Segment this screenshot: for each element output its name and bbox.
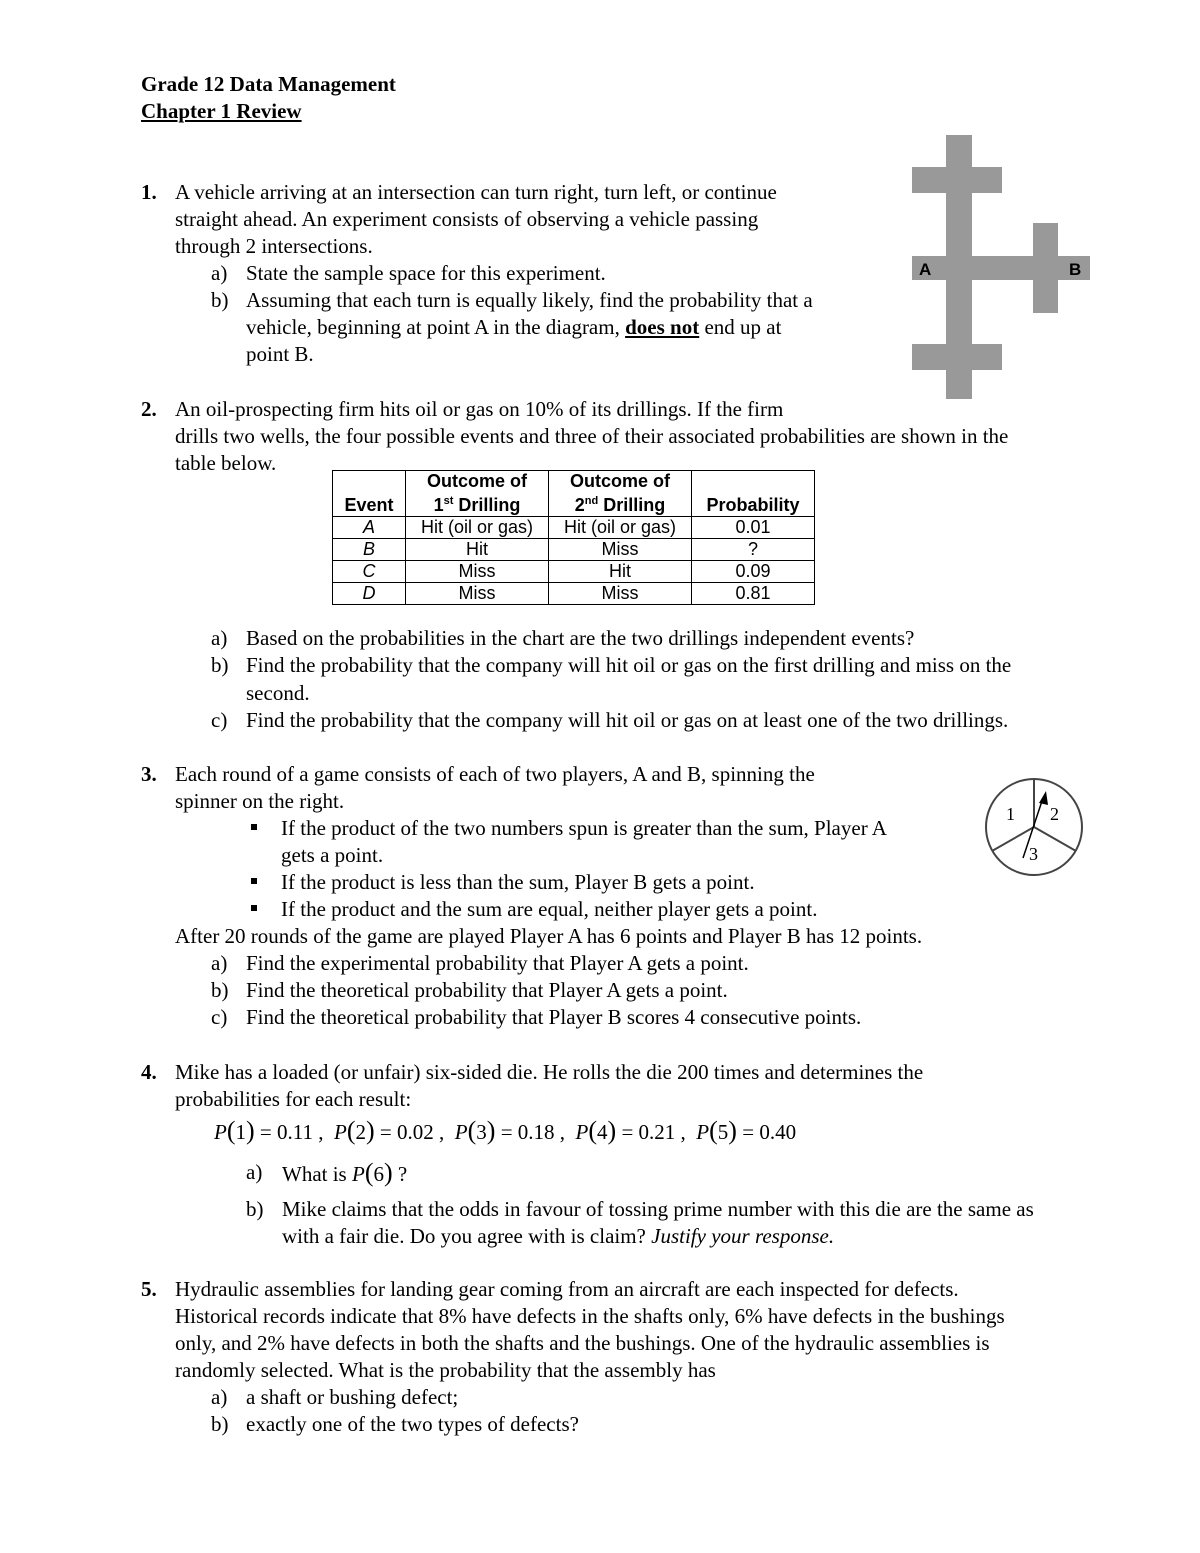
prob-value: 0.18 xyxy=(517,1120,555,1144)
bottom-cross-road xyxy=(912,344,1002,370)
header-text: Drilling xyxy=(598,495,666,515)
table-row xyxy=(333,517,815,539)
paren: ) xyxy=(246,1116,255,1145)
header-text: Outcome of xyxy=(569,471,670,491)
spinner-divider xyxy=(1034,827,1076,851)
prob-outcome: 6 xyxy=(373,1162,384,1186)
question-text-line: After 20 rounds of the game are played Player A has 6 points and Player B has 12 points. xyxy=(175,924,923,948)
prob-value: 0.21 xyxy=(638,1120,676,1144)
prob-value: 0.11 xyxy=(277,1120,313,1144)
prob-value: 0.40 xyxy=(759,1120,797,1144)
table-row xyxy=(333,539,815,561)
question-text-line: spinner on the right. xyxy=(175,789,345,813)
cell-first: Miss xyxy=(406,583,549,605)
part-b-text: Assuming that each turn is equally likely, find the probability that a xyxy=(246,288,813,312)
question-text-line: probabilities for each result: xyxy=(175,1087,412,1111)
part-label: b) xyxy=(211,978,229,1002)
paren: ( xyxy=(226,1116,236,1145)
table-header-row xyxy=(333,471,815,517)
part-label: b) xyxy=(211,1412,229,1436)
part-b-text-line2: second. xyxy=(246,681,310,705)
road-shapes xyxy=(912,135,1090,399)
table-row xyxy=(333,583,815,605)
cell-first: Hit xyxy=(406,539,549,561)
paren: ) xyxy=(607,1116,617,1145)
part-b-text: exactly one of the two types of defects? xyxy=(246,1412,579,1436)
point-a-label: A xyxy=(919,260,932,279)
part-b-text: Find the probability that the company will hit oil or gas on the first drilling and miss on the xyxy=(246,653,1012,677)
prob-outcome: 5 xyxy=(717,1120,729,1144)
spinner-divider xyxy=(992,827,1034,851)
question-text-line: A vehicle arriving at an intersection can turn right, turn left, or continue xyxy=(175,180,777,204)
drilling-probability-table xyxy=(332,470,815,605)
cell-probability: 0.81 xyxy=(692,583,815,605)
question-text-line: through 2 intersections. xyxy=(175,234,373,258)
intersection-diagram xyxy=(905,130,1100,405)
text-span: ? xyxy=(392,1162,408,1186)
prob-symbol: P xyxy=(575,1120,589,1144)
part-c-text: Find the theoretical probability that Player B scores 4 consecutive points. xyxy=(246,1005,862,1029)
header-probability: Probability xyxy=(692,471,815,517)
question-text-line: straight ahead. An experiment consists of observing a vehicle passing xyxy=(175,207,759,231)
text-span: with a fair die. Do you agree with is claim? xyxy=(282,1224,652,1248)
header-event: Event xyxy=(333,471,406,517)
spinner-section-3: 3 xyxy=(1029,844,1038,864)
cell-event: B xyxy=(333,539,406,561)
part-label: c) xyxy=(211,1005,228,1029)
spinner-arrow-head xyxy=(1039,791,1048,805)
worksheet-subtitle: Chapter 1 Review xyxy=(141,99,302,123)
cell-second: Hit xyxy=(549,561,692,583)
top-cross-road xyxy=(912,167,1002,193)
spinner-section-1: 1 xyxy=(1006,804,1015,824)
bullet-text: gets a point. xyxy=(281,843,384,867)
cell-second: Hit (oil or gas) xyxy=(549,517,692,539)
paren: ( xyxy=(346,1116,356,1145)
paren: ) xyxy=(728,1116,737,1145)
spinner-section-2: 2 xyxy=(1050,804,1059,824)
prob-symbol: P xyxy=(214,1120,227,1144)
bullet-text: If the product is less than the sum, Player B gets a point. xyxy=(281,870,755,894)
part-a-text xyxy=(282,1159,407,1188)
prob-outcome: 3 xyxy=(476,1120,487,1144)
question-number: 2. xyxy=(141,397,157,421)
header-sup: nd xyxy=(584,495,599,507)
cell-first: Hit (oil or gas) xyxy=(406,517,549,539)
middle-road xyxy=(912,256,1090,280)
question-text-line: table below. xyxy=(175,451,277,475)
part-label: a) xyxy=(211,626,228,650)
part-label: c) xyxy=(211,708,228,732)
prob-symbol: P xyxy=(351,1162,365,1186)
part-a-text: Find the experimental probability that Player A gets a point. xyxy=(246,951,749,975)
paren: ( xyxy=(709,1116,718,1145)
part-a-text: a shaft or bushing defect; xyxy=(246,1385,459,1409)
table-row xyxy=(333,561,815,583)
part-a-text: Based on the probabilities in the chart are the two drillings independent events? xyxy=(246,626,915,650)
bullet-marker xyxy=(251,824,257,830)
cell-probability: ? xyxy=(692,539,815,561)
prob-value: 0.02 xyxy=(397,1120,434,1144)
part-label: b) xyxy=(246,1197,264,1221)
question-number: 4. xyxy=(141,1060,157,1084)
part-b-text: Mike claims that the odds in favour of tossing prime number with this die are the same as xyxy=(282,1197,1034,1221)
paren: ( xyxy=(364,1158,374,1187)
part-label: a) xyxy=(211,1385,228,1409)
cell-probability: 0.01 xyxy=(692,517,815,539)
emphasis-does-not: does not xyxy=(625,315,700,339)
cell-event: C xyxy=(333,561,406,583)
part-b-text: Find the theoretical probability that Player A gets a point. xyxy=(246,978,728,1002)
question-number: 5. xyxy=(141,1277,157,1301)
paren: ) xyxy=(383,1158,393,1187)
header-text: 1 xyxy=(433,495,444,515)
prob-outcome: 2 xyxy=(355,1120,366,1144)
prob-symbol: P xyxy=(696,1120,710,1144)
bullet-marker xyxy=(251,905,257,911)
emphasis-justify: Justify your response. xyxy=(651,1224,835,1248)
point-b-label: B xyxy=(1069,260,1082,279)
cell-second: Miss xyxy=(549,583,692,605)
prob-symbol: P xyxy=(334,1120,347,1144)
header-sup: st xyxy=(443,495,454,507)
paren: ) xyxy=(366,1116,375,1145)
part-b-text-line2 xyxy=(246,314,781,341)
question-number: 1. xyxy=(141,180,157,204)
prob-outcome: 1 xyxy=(235,1120,246,1144)
header-text: Outcome of xyxy=(426,471,527,491)
header-first-drilling xyxy=(406,471,549,517)
question-text-line: only, and 2% have defects in both the shafts and the bushings. One of the hydraulic assemblies is xyxy=(175,1331,990,1355)
part-label: a) xyxy=(211,951,228,975)
header-text: 2 xyxy=(574,495,585,515)
cell-probability: 0.09 xyxy=(692,561,815,583)
question-text-line: Historical records indicate that 8% have defects in the shafts only, 6% have defects in the bushings xyxy=(175,1304,1005,1328)
part-label: b) xyxy=(211,288,229,312)
probability-list: P(1) = 0.11 , P(2) = 0.02 , P(3) = 0.18 , P(4) = 0.21 , P(5) = 0.40 xyxy=(214,1116,797,1145)
question-number: 3. xyxy=(141,762,157,786)
header-text: Drilling xyxy=(453,495,521,515)
prob-symbol: P xyxy=(454,1120,468,1144)
text-span: vehicle, beginning at point A in the diagram, xyxy=(246,315,626,339)
part-b-text-line3: point B. xyxy=(246,342,314,366)
cell-event: A xyxy=(333,517,406,539)
part-b-text-line2 xyxy=(282,1223,834,1250)
paren: ) xyxy=(486,1116,496,1145)
part-a-text: State the sample space for this experiment. xyxy=(246,261,606,285)
prob-outcome: 4 xyxy=(597,1120,608,1144)
cell-second: Miss xyxy=(549,539,692,561)
spinner-diagram xyxy=(983,776,1087,880)
part-label: a) xyxy=(246,1160,263,1184)
paren: ( xyxy=(467,1116,477,1145)
right-vertical-road xyxy=(1033,223,1058,313)
text-span: end up at xyxy=(699,315,782,339)
cell-event: D xyxy=(333,583,406,605)
question-text-line: Each round of a game consists of each of two players, A and B, spinning the xyxy=(175,762,815,786)
worksheet-title: Grade 12 Data Management xyxy=(141,72,396,96)
question-text-line: An oil-prospecting firm hits oil or gas on 10% of its drillings. If the firm xyxy=(175,397,784,421)
bullet-text: If the product and the sum are equal, neither player gets a point. xyxy=(281,897,818,921)
paren: ( xyxy=(588,1116,598,1145)
question-text-line: randomly selected. What is the probability that the assembly has xyxy=(175,1358,716,1382)
part-label: b) xyxy=(211,653,229,677)
bullet-marker xyxy=(251,878,257,884)
part-c-text: Find the probability that the company will hit oil or gas on at least one of the two drillings. xyxy=(246,708,1009,732)
question-text-line: Hydraulic assemblies for landing gear coming from an aircraft are each inspected for defects. xyxy=(175,1277,959,1301)
question-text-line: drills two wells, the four possible events and three of their associated probabilities are shown in the xyxy=(175,424,1009,448)
header-second-drilling xyxy=(549,471,692,517)
part-label: a) xyxy=(211,261,228,285)
cell-first: Miss xyxy=(406,561,549,583)
text-span: What is xyxy=(282,1162,352,1186)
bullet-text: If the product of the two numbers spun is greater than the sum, Player A xyxy=(281,816,887,840)
question-text-line: Mike has a loaded (or unfair) six-sided die. He rolls the die 200 times and determines the xyxy=(175,1060,924,1084)
